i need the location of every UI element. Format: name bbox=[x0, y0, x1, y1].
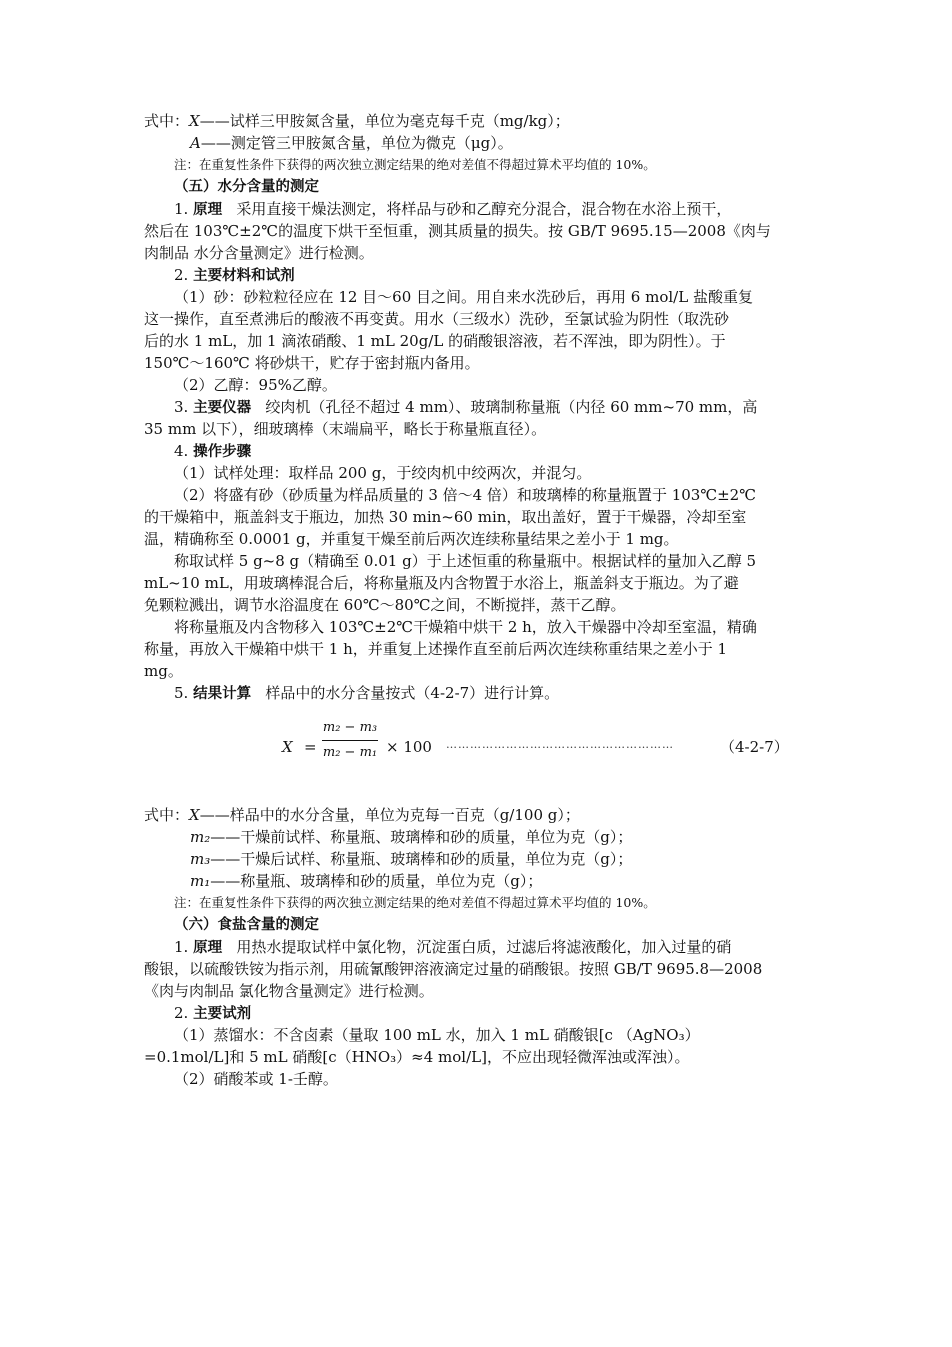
paragraph-line: （2）硝酸苯或 1-壬醇。 bbox=[174, 1070, 338, 1088]
section-heading: （六）食盐含量的测定 bbox=[174, 917, 319, 933]
equation-number: （4-2-7） bbox=[720, 738, 789, 756]
paragraph-line: 后的水 1 mL，加 1 滴浓硝酸、1 mL 20g/L 的硝酸银溶液，若不浑浊，即为阴性）。于 bbox=[144, 332, 726, 350]
variable-symbol: X bbox=[189, 806, 200, 824]
equation-fraction bbox=[322, 718, 378, 763]
variable-definition: m₃——干燥后试样、称量瓶、玻璃棒和砂的质量，单位为克（g）； bbox=[190, 850, 633, 868]
variable-definition: m₂——干燥前试样、称量瓶、玻璃棒和砂的质量，单位为克（g）； bbox=[190, 828, 633, 846]
paragraph-line: 酸银，以硫酸铁铵为指示剂，用硫氰酸钾溶液滴定过量的硝酸银。按照 GB/T 9695.8—2008 bbox=[144, 960, 763, 978]
subheading: 主要材料和试剂 bbox=[193, 268, 295, 284]
subheading: 原理 bbox=[193, 940, 223, 956]
paragraph-line: 这一操作，直至煮沸后的酸液不再变黄。用水（三级水）洗砂，至氯试验为阴性（取洗砂 bbox=[144, 310, 730, 328]
paragraph-line: 5. 结果计算 样品中的水分含量按式（4-2-7）进行计算。 bbox=[174, 684, 560, 702]
paragraph-line: 150℃～160℃ 将砂烘干，贮存于密封瓶内备用。 bbox=[144, 354, 480, 372]
paragraph-line: 然后在 103℃±2℃的温度下烘干至恒重，测其质量的损失。按 GB/T 9695.15—2008《肉与 bbox=[144, 222, 771, 240]
paragraph-line: 称取试样 5 g~8 g（精确至 0.01 g）于上述恒重的称量瓶中。根据试样的量加入乙醇 5 bbox=[174, 552, 757, 570]
subheading: 主要试剂 bbox=[193, 1006, 252, 1022]
paragraph-line: （1）蒸馏水：不含卤素（量取 100 mL 水，加入 1 mL 硝酸银[c （AgNO₃） bbox=[174, 1026, 700, 1044]
variable-symbol: X bbox=[189, 112, 200, 130]
page-content bbox=[144, 110, 812, 1090]
section-heading: （五）水分含量的测定 bbox=[174, 179, 319, 195]
paragraph-line: （2）将盛有砂（砂质量为样品质量的 3 倍～4 倍）和玻璃棒的称量瓶置于 103℃±2℃ bbox=[174, 486, 757, 504]
variable-definition: 式中：X——样品中的水分含量，单位为克每一百克（g/100 g）； bbox=[144, 806, 580, 824]
subheading: 主要仪器 bbox=[193, 400, 252, 416]
paragraph-line: 2. 主要试剂 bbox=[174, 1004, 252, 1022]
paragraph-line: 称量，再放入干燥箱中烘干 1 h，并重复上述操作直至前后两次连续称重结果之差小于 1 bbox=[144, 640, 728, 658]
subheading: 结果计算 bbox=[193, 686, 252, 702]
fraction-denominator: m₂ − m₁ bbox=[322, 745, 378, 760]
paragraph-line: 《肉与肉制品 氯化物含量测定》进行检测。 bbox=[144, 982, 434, 1000]
paragraph-line: 1. 原理 采用直接干燥法测定，将样品与砂和乙醇充分混合，混合物在水浴上预干， bbox=[174, 200, 732, 218]
paragraph-line: mL~10 mL，用玻璃棒混合后，将称量瓶及内含物置于水浴上，瓶盖斜支于瓶边。为了避 bbox=[144, 574, 739, 592]
fraction-numerator: m₂ − m₃ bbox=[322, 720, 378, 735]
note: 注：在重复性条件下获得的两次独立测定结果的绝对差值不得超过算术平均值的 10%。 bbox=[174, 157, 656, 172]
paragraph-line: 1. 原理 用热水提取试样中氯化物，沉淀蛋白质，过滤后将滤液酸化，加入过量的硝 bbox=[174, 938, 732, 956]
paragraph-line: 将称量瓶及内含物移入 103℃±2℃干燥箱中烘干 2 h，放入干燥器中冷却至室温，精确 bbox=[174, 618, 757, 636]
equation-multiplier: × 100 bbox=[386, 738, 432, 756]
paragraph-line: 的干燥箱中，瓶盖斜支于瓶边，加热 30 min~60 min，取出盖好，置于干燥器，冷却至室 bbox=[144, 508, 747, 526]
paragraph-line: （2）乙醇：95%乙醇。 bbox=[174, 376, 337, 394]
paragraph-line: 3. 主要仪器 绞肉机（孔径不超过 4 mm）、玻璃制称量瓶（内径 60 mm~70 mm，高 bbox=[174, 398, 758, 416]
subheading: 原理 bbox=[193, 202, 223, 218]
fraction-bar bbox=[322, 740, 378, 741]
variable-definition: 式中：X——试样三甲胺氮含量，单位为毫克每千克（mg/kg）； bbox=[144, 112, 570, 130]
paragraph-line: 4. 操作步骤 bbox=[174, 442, 252, 460]
equation-leader-dots: ………………………………………………… bbox=[446, 738, 674, 751]
variable-symbol: m₂ bbox=[190, 828, 211, 846]
paragraph-line: 温，精确称至 0.0001 g，并重复干燥至前后两次连续称量结果之差小于 1 mg。 bbox=[144, 530, 679, 548]
paragraph-line: （1）试样处理：取样品 200 g，于绞肉机中绞两次，并混匀。 bbox=[174, 464, 592, 482]
paragraph-line: 2. 主要材料和试剂 bbox=[174, 266, 295, 284]
paragraph-line: =0.1mol/L]和 5 mL 硝酸[c（HNO₃）≈4 mol/L]，不应出现轻微浑浊或浑浊）。 bbox=[144, 1048, 690, 1066]
variable-definition: m₁——称量瓶、玻璃棒和砂的质量，单位为克（g）； bbox=[190, 872, 543, 890]
equation-lhs: X bbox=[282, 738, 293, 756]
variable-symbol: A bbox=[190, 134, 201, 152]
paragraph-line: 免颗粒溅出，调节水浴温度在 60℃～80℃之间，不断搅拌，蒸干乙醇。 bbox=[144, 596, 626, 614]
subheading: 操作步骤 bbox=[193, 444, 252, 460]
paragraph-line: 35 mm 以下），细玻璃棒（末端扁平，略长于称量瓶直径）。 bbox=[144, 420, 547, 438]
equals-sign: = bbox=[304, 738, 317, 756]
variable-symbol: m₃ bbox=[190, 850, 211, 868]
equation bbox=[144, 716, 812, 792]
paragraph-line: mg。 bbox=[144, 662, 183, 680]
paragraph-line: 肉制品 水分含量测定》进行检测。 bbox=[144, 244, 374, 262]
variable-definition: A——测定管三甲胺氮含量，单位为微克（μg）。 bbox=[190, 134, 513, 152]
paragraph-line: （1）砂：砂粒粒径应在 12 目～60 目之间。用自来水洗砂后，再用 6 mol/L 盐酸重复 bbox=[174, 288, 753, 306]
variable-symbol: m₁ bbox=[190, 872, 211, 890]
note: 注：在重复性条件下获得的两次独立测定结果的绝对差值不得超过算术平均值的 10%。 bbox=[174, 895, 656, 910]
